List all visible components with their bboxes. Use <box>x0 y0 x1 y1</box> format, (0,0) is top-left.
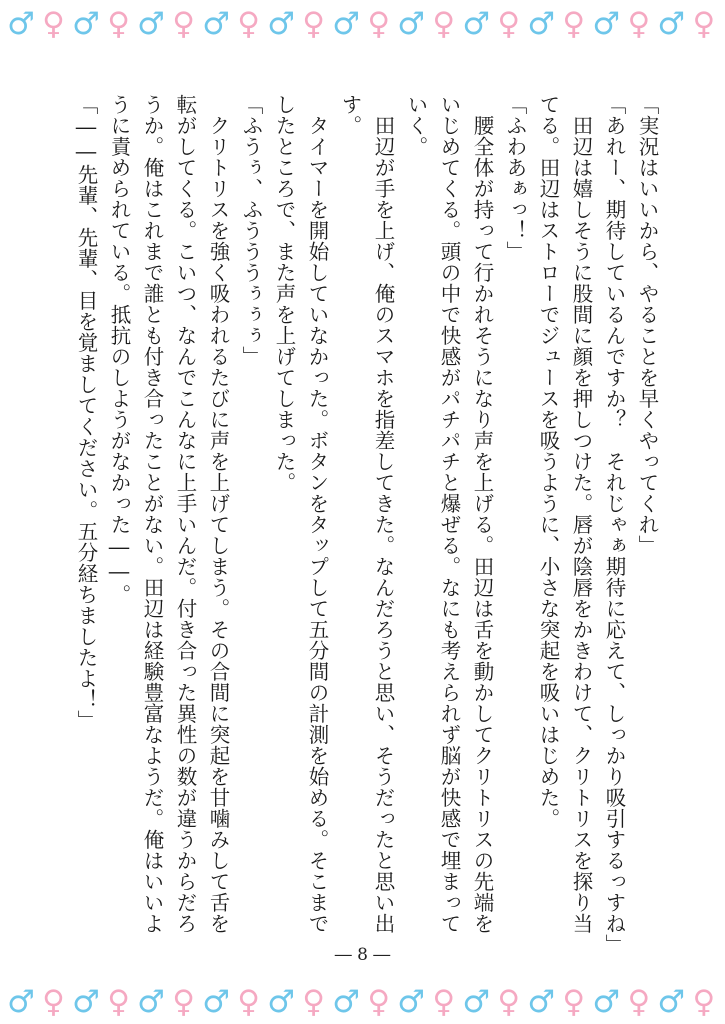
female-symbol-icon: ♀ <box>172 5 195 42</box>
male-symbol-icon: ♂ <box>592 5 621 42</box>
female-symbol-icon: ♀ <box>107 5 130 42</box>
female-symbol-icon: ♀ <box>627 983 651 1020</box>
male-symbol-icon: ♂ <box>202 5 230 42</box>
male-symbol-icon: ♂ <box>332 5 361 42</box>
male-symbol-icon: ♂ <box>462 5 491 42</box>
female-symbol-icon: ♀ <box>562 5 586 42</box>
male-symbol-icon: ♂ <box>137 5 165 42</box>
male-symbol-icon: ♂ <box>657 983 686 1020</box>
text-line: 「ふわあぁっ！」 <box>503 94 527 262</box>
text-line: 田辺は嬉しそうに股間に顔を押しつけた。唇が陰唇をかきわけて、クリトリスを探り当 <box>569 94 593 934</box>
female-symbol-icon: ♀ <box>497 983 521 1020</box>
female-symbol-icon: ♀ <box>432 983 456 1020</box>
male-symbol-icon: ♂ <box>267 5 296 42</box>
text-line: 転がしてくる。こいつ、なんでこんなに上手いんだ。付き合った異性の数が違うからだろ <box>173 94 197 934</box>
male-symbol-icon: ♂ <box>7 5 35 42</box>
female-symbol-icon: ♀ <box>432 5 456 42</box>
female-symbol-icon: ♀ <box>302 5 325 42</box>
female-symbol-icon: ♀ <box>42 983 65 1020</box>
text-line: うか。俺はこれまで誰とも付き合ったことがない。田辺は経験豊富なようだ。俺はいいよ <box>140 94 164 934</box>
male-symbol-icon: ♂ <box>397 983 426 1020</box>
male-symbol-icon: ♂ <box>462 983 491 1020</box>
text-line: てる。田辺はストローでジュースを吸うように、小さな突起を吸いはじめた。 <box>536 94 560 829</box>
text-line: す。 <box>338 94 362 136</box>
male-symbol-icon: ♂ <box>397 5 426 42</box>
female-symbol-icon: ♀ <box>367 983 391 1020</box>
female-symbol-icon: ♀ <box>627 5 651 42</box>
female-symbol-icon: ♀ <box>562 983 586 1020</box>
page-number: ― 8 ― <box>334 945 391 965</box>
text-line: 「あれー、期待しているんですか？ それじゃぁ期待に応えて、しっかり吸引するっすね」 <box>602 94 626 955</box>
female-symbol-icon: ♀ <box>692 983 716 1020</box>
text-line: いじめてくる。頭の中で快感がパチパチと爆ぜる。なにも考えられず脳が快感で埋まって <box>437 94 461 934</box>
text-line: 腰全体が持って行かれそうになり声を上げる。田辺は舌を動かしてクリトリスの先端を <box>470 94 494 934</box>
male-symbol-icon: ♂ <box>657 5 686 42</box>
male-symbol-icon: ♂ <box>592 983 621 1020</box>
text-line: クリトリスを強く吸われるたびに声を上げてしまう。その合間に突起を甘噛みして舌を <box>206 94 230 934</box>
top-symbol-border <box>0 2 725 46</box>
male-symbol-icon: ♂ <box>267 983 296 1020</box>
text-line: 「――先輩、先輩、目を覚ましてください。五分経ちましたよ！」 <box>74 94 98 731</box>
text-line: したところで、また声を上げてしまった。 <box>272 94 296 493</box>
text-line: 「ふうぅ、ふうううぅぅぅ」 <box>239 94 263 367</box>
female-symbol-icon: ♀ <box>107 983 130 1020</box>
text-line: うに責められている。抵抗のしようがなかった――。 <box>107 94 131 605</box>
text-line: タイマーを開始していなかった。ボタンをタップして五分間の計測を始める。そこまで <box>305 94 329 934</box>
male-symbol-icon: ♂ <box>72 5 100 42</box>
vertical-text-body <box>72 94 662 955</box>
female-symbol-icon: ♀ <box>42 5 65 42</box>
male-symbol-icon: ♂ <box>527 5 556 42</box>
female-symbol-icon: ♀ <box>692 5 716 42</box>
male-symbol-icon: ♂ <box>202 983 230 1020</box>
text-line: 田辺が手を上げ、俺のスマホを指差してきた。なんだろうと思い、そうだったと思い出 <box>371 94 395 934</box>
female-symbol-icon: ♀ <box>237 5 260 42</box>
female-symbol-icon: ♀ <box>237 983 260 1020</box>
female-symbol-icon: ♀ <box>497 5 521 42</box>
bottom-symbol-border <box>0 980 725 1024</box>
female-symbol-icon: ♀ <box>172 983 195 1020</box>
male-symbol-icon: ♂ <box>332 983 361 1020</box>
text-line: 「実況はいいから、やることを早くやってくれ」 <box>635 94 659 556</box>
male-symbol-icon: ♂ <box>137 983 165 1020</box>
text-line: いく。 <box>404 94 428 157</box>
male-symbol-icon: ♂ <box>72 983 100 1020</box>
male-symbol-icon: ♂ <box>527 983 556 1020</box>
female-symbol-icon: ♀ <box>367 5 391 42</box>
male-symbol-icon: ♂ <box>7 983 35 1020</box>
female-symbol-icon: ♀ <box>302 983 325 1020</box>
